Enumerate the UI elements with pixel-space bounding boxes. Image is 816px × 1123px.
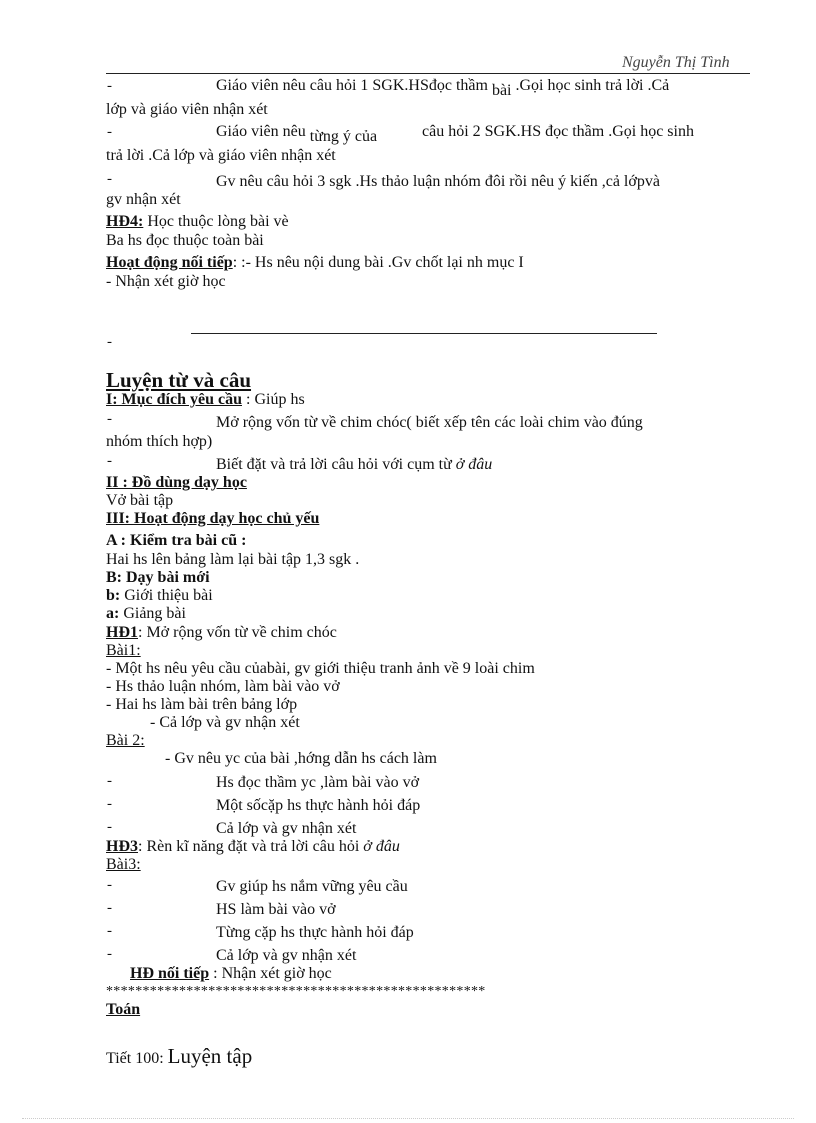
subject-heading: Toán [106, 1001, 141, 1018]
bai2-label: Bài 2: [106, 732, 145, 749]
bullet: - [107, 78, 112, 94]
question-3-cont: gv nhận xét [106, 191, 181, 208]
tools-heading: II : Đồ dùng dạy học [106, 474, 247, 491]
page-edge [22, 1118, 794, 1119]
bullet: - [107, 773, 112, 789]
question-2-right: câu hỏi 2 SGK.HS đọc thầm .Gọi học sinh [422, 123, 694, 140]
bullet: - [107, 171, 112, 187]
tools-text: Vở bài tập [106, 492, 174, 509]
bai3-item: Cả lớp và gv nhận xét [216, 947, 357, 964]
question-3: Gv nêu câu hỏi 3 sgk .Hs thảo luận nhóm đôi rồi nêu ý kiến ,cả lớpvà [216, 173, 660, 190]
teach-line: a: Giảng bài [106, 605, 186, 622]
bullet: - [107, 946, 112, 962]
section-title: Luyện từ và câu [106, 368, 252, 392]
old-lesson-text: Hai hs lên bảng làm lại bài tập 1,3 sgk . [106, 551, 360, 568]
review-line: - Nhận xét giờ học [106, 273, 226, 290]
bai3-label: Bài3: [106, 856, 141, 873]
bai1-item: - Một hs nêu yêu cầu củabài, gv giới thiệu tranh ảnh về 9 loài chim [106, 660, 535, 677]
bullet: - [107, 453, 112, 469]
header-rule [106, 73, 750, 74]
bai1-last: - Cả lớp và gv nhận xét [150, 714, 300, 731]
next-activity: Hoạt động nối tiếp: :- Hs nêu nội dung bài .Gv chốt lại nh mục I [106, 254, 524, 271]
bullet: - [107, 923, 112, 939]
purpose-1-cont: nhóm thích hợp) [106, 433, 213, 450]
bai2-item: Hs đọc thầm yc ,làm bài vào vở [216, 774, 420, 791]
bai2-item: Cả lớp và gv nhận xét [216, 820, 357, 837]
hd1-line: HĐ1: Mở rộng vốn từ về chim chóc [106, 624, 337, 641]
bullet: - [107, 334, 112, 350]
new-lesson-heading: B: Dạy bài mới [106, 569, 210, 586]
hd4-sub: Ba hs đọc thuộc toàn bài [106, 232, 264, 249]
lesson-title-line: Tiết 100: Luyện tập [106, 1044, 253, 1068]
bullet: - [107, 900, 112, 916]
question-1-cont: lớp và giáo viên nhận xét [106, 101, 268, 118]
bullet: - [107, 796, 112, 812]
bai3-item: Gv giúp hs nắm vững yêu cầu [216, 878, 408, 895]
bai1-label: Bài1: [106, 642, 141, 659]
purpose-1: Mở rộng vốn từ về chim chóc( biết xếp tên các loài chim vào đúng [216, 414, 643, 431]
question-2-cont: trả lời .Cả lớp và giáo viên nhận xét [106, 147, 336, 164]
stars-divider: **************************************************** [106, 984, 486, 999]
hd4-line: HĐ4: Học thuộc lòng bài vè [106, 213, 289, 230]
question-1: Giáo viên nêu câu hỏi 1 SGK.HSđọc thầm bài .Gọi học sinh trả lời .Cả [216, 77, 670, 99]
bai2-intro: - Gv nêu yc của bài ,hớng dẫn hs cách làm [165, 750, 437, 767]
bullet: - [107, 411, 112, 427]
purpose-2: Biết đặt và trả lời câu hỏi với cụm từ ở đâu [216, 456, 493, 473]
bullet: - [107, 877, 112, 893]
end-line: HĐ nối tiếp : Nhận xét giờ học [130, 965, 332, 982]
bai3-item: HS làm bài vào vở [216, 901, 336, 918]
intro-line: b: Giới thiệu bài [106, 587, 213, 604]
activities-heading: III: Hoạt động dạy học chủ yếu [106, 510, 320, 527]
question-2: Giáo viên nêu từng ý của [216, 123, 378, 145]
bai2-item: Một sốcặp hs thực hành hỏi đáp [216, 797, 421, 814]
bai1-item: - Hai hs làm bài trên bảng lớp [106, 696, 298, 713]
hd3-line: HĐ3: Rèn kĩ năng đặt và trả lời câu hỏi ở đâu [106, 838, 400, 855]
old-lesson-heading: A : Kiểm tra bài cũ : [106, 532, 247, 549]
bai1-item: - Hs thảo luận nhóm, làm bài vào vở [106, 678, 340, 695]
bullet: - [107, 819, 112, 835]
divider [191, 333, 657, 334]
author-header: Nguyễn Thị Tình [622, 54, 730, 71]
bai3-item: Từng cặp hs thực hành hỏi đáp [216, 924, 414, 941]
purpose-line: I: Mục đích yêu cầu : Giúp hs [106, 391, 305, 408]
bullet: - [107, 124, 112, 140]
